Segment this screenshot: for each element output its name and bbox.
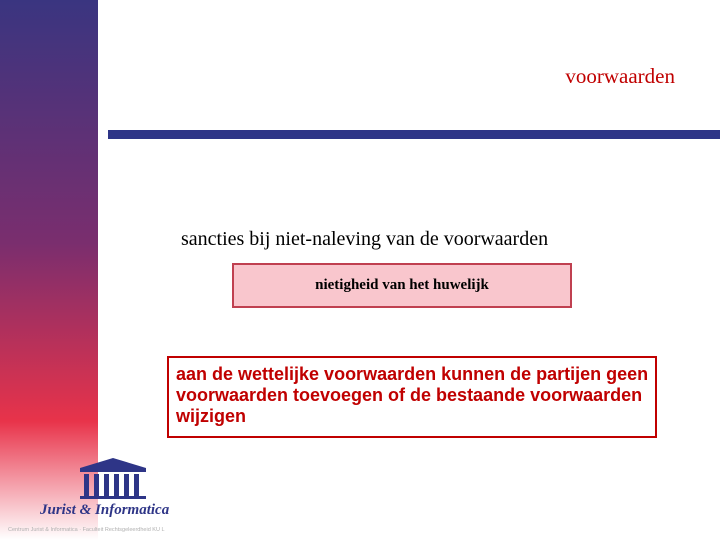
highlight-box-text: nietigheid van het huwelijk (315, 277, 489, 293)
logo-text: Jurist & Informatica (40, 502, 170, 518)
slide-title: voorwaarden (565, 64, 675, 88)
statement-text: aan de wettelijke voorwaarden kunnen de partijen geen voorwaarden toevoegen of de bestaande voorwaarden wijzigen (176, 364, 649, 426)
footer-text: Centrum Jurist & Informatica · Faculteit Rechtsgeleerdheid KU L (8, 527, 165, 533)
title-divider (108, 130, 720, 139)
slide-subtitle: sancties bij niet-naleving van de voorwaarden (181, 228, 549, 250)
statement-box (167, 356, 657, 438)
highlight-box (232, 263, 572, 308)
